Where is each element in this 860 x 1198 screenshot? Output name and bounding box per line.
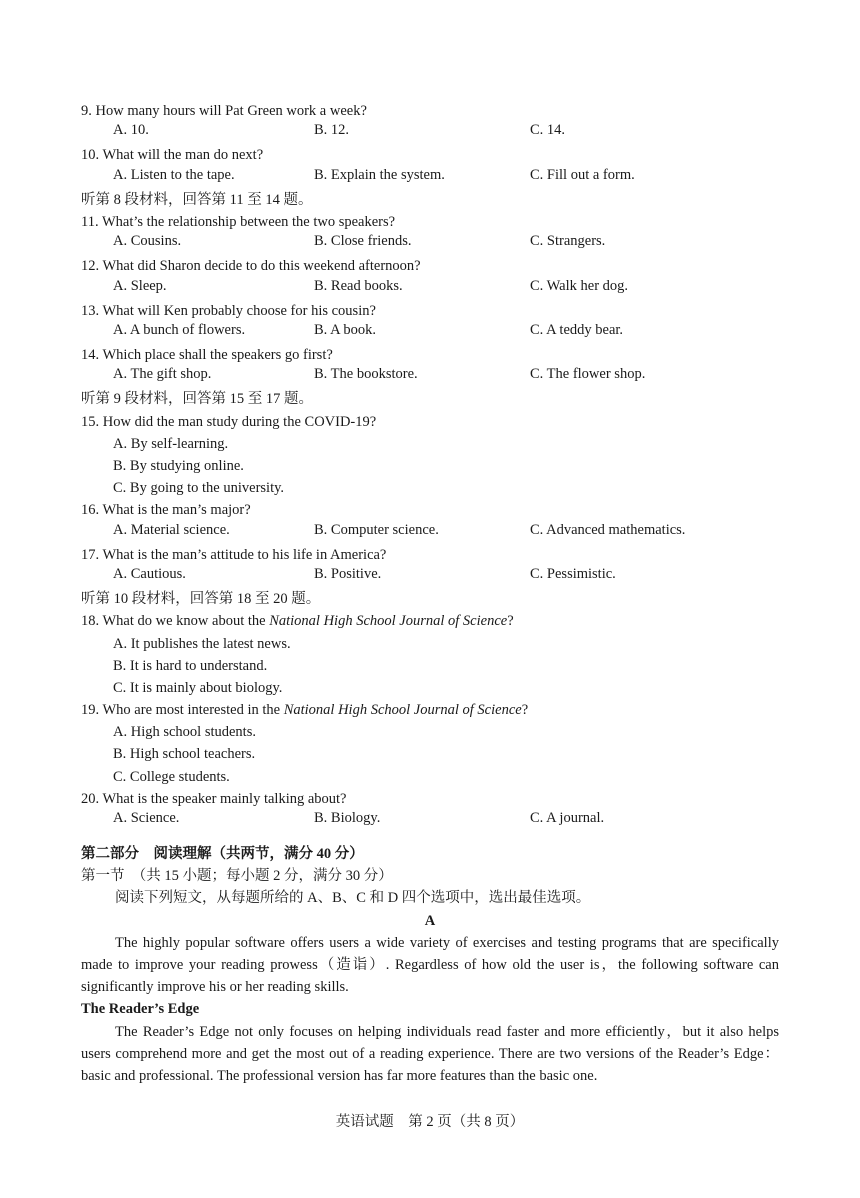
options-row [81, 810, 779, 832]
page-footer: 英语试题 第 2 页（共 8 页） [335, 1114, 525, 1130]
question-text: 10. What will the man do next? [81, 147, 264, 164]
question-text: 11. What’s the relationship between the two speakers? [81, 213, 396, 230]
answer-option: C. By going to the university. [113, 480, 285, 497]
answer-option: A. Sleep. [113, 277, 167, 294]
answer-option: B. Close friends. [314, 233, 412, 250]
subheading: The Reader’s Edge [81, 1001, 200, 1018]
listening-section-heading: 听第 9 段材料，回答第 15 至 17 题。 [81, 391, 313, 408]
answer-option: C. Walk her dog. [530, 277, 629, 294]
question-text: 20. What is the speaker mainly talking about? [81, 790, 347, 807]
options-row [81, 366, 779, 388]
question-stem: 19. Who are most interested in the [81, 702, 284, 719]
answer-option: C. A teddy bear. [530, 321, 624, 338]
answer-option: C. Advanced mathematics. [530, 521, 686, 538]
options-row [81, 233, 779, 255]
answer-option: C. The flower shop. [530, 366, 646, 383]
answer-option: A. By self-learning. [113, 435, 229, 452]
passage-label: A [424, 912, 436, 929]
answer-option: B. Computer science. [314, 521, 439, 538]
answer-option: A. It publishes the latest news. [113, 635, 291, 652]
section1-title: 第一节 （共 15 小题；每小题 2 分，满分 30 分） [81, 868, 393, 885]
answer-option: A. 10. [113, 122, 149, 139]
listening-section-heading: 听第 10 段材料，回答第 18 至 20 题。 [81, 591, 321, 608]
answer-option: B. It is hard to understand. [113, 657, 268, 674]
answer-option: A. Cousins. [113, 233, 182, 250]
answer-option: B. Positive. [314, 565, 382, 582]
answer-option: B. The bookstore. [314, 366, 418, 383]
options-row [81, 522, 779, 544]
answer-option: C. It is mainly about biology. [113, 679, 283, 696]
instruction: 阅读下列短文，从每题所给的 A、B、C 和 D 四个选项中，选出最佳选项。 [115, 890, 591, 907]
answer-option: B. Explain the system. [314, 166, 445, 183]
question-text: 16. What is the man’s major? [81, 502, 251, 519]
answer-option: A. The gift shop. [113, 366, 212, 383]
answer-option: A. A bunch of flowers. [113, 321, 246, 338]
answer-option: B. Biology. [314, 810, 381, 826]
answer-option: C. Fill out a form. [530, 166, 635, 183]
answer-option: C. Strangers. [530, 233, 606, 250]
answer-option: B. High school teachers. [113, 746, 256, 763]
options-row [81, 167, 779, 189]
answer-option: A. High school students. [113, 724, 256, 741]
question-text: 13. What will Ken probably choose for his cousin? [81, 302, 376, 319]
exam-page [81, 100, 779, 832]
options-row [81, 122, 779, 144]
question-text: 15. How did the man study during the COVID-19? [81, 413, 377, 430]
question-stem: 18. What do we know about the [81, 613, 270, 630]
answer-option: A. Material science. [113, 521, 230, 538]
options-row [81, 278, 779, 300]
options-row [81, 322, 779, 344]
part2-title: 第二部分 阅读理解（共两节，满分 40 分） [81, 846, 364, 862]
passage-paragraph-1: The highly popular software offers users a wide variety of exercises and testing programs that are specifically made to improve your reading prowess（造诣）. Regardless of how old the user is，the following software can significantly improve his or her reading skills. [81, 934, 779, 996]
answer-option: A. Cautious. [113, 565, 186, 582]
question-text [81, 610, 779, 632]
answer-option: B. By studying online. [113, 458, 244, 474]
answer-option: B. 12. [314, 122, 350, 139]
question-text: 12. What did Sharon decide to do this weekend afternoon? [81, 258, 421, 275]
answer-option: A. Science. [113, 810, 180, 826]
passage-paragraph-2: The Reader’s Edge not only focuses on helping individuals read faster and more efficiently，but it also helps users comprehend more and get the most out of a reading experience. There are two versions of the Reader’s Edge：basic and professional. The professional version has far more features than the basic one. [81, 1023, 779, 1084]
answer-option: C. A journal. [530, 810, 605, 826]
question-text: 14. Which place shall the speakers go first? [81, 347, 333, 364]
answer-option: C. 14. [530, 122, 566, 139]
question-text: 9. How many hours will Pat Green work a week? [81, 103, 367, 119]
answer-option: C. Pessimistic. [530, 565, 616, 582]
answer-option: C. College students. [113, 768, 230, 785]
answer-option: B. Read books. [314, 277, 403, 294]
answer-option: A. Listen to the tape. [113, 166, 235, 183]
question-text: 17. What is the man’s attitude to his life in America? [81, 546, 387, 563]
question-end: ? [521, 702, 529, 719]
answer-option: B. A book. [314, 321, 377, 338]
listening-section-heading: 听第 8 段材料，回答第 11 至 14 题。 [81, 191, 313, 208]
question-text [81, 699, 779, 721]
options-row [81, 566, 779, 588]
reading-section [81, 843, 779, 1087]
question-end: ? [507, 613, 514, 630]
journal-title: National High School Journal of Science [283, 702, 522, 719]
journal-title: National High School Journal of Science [269, 613, 508, 630]
